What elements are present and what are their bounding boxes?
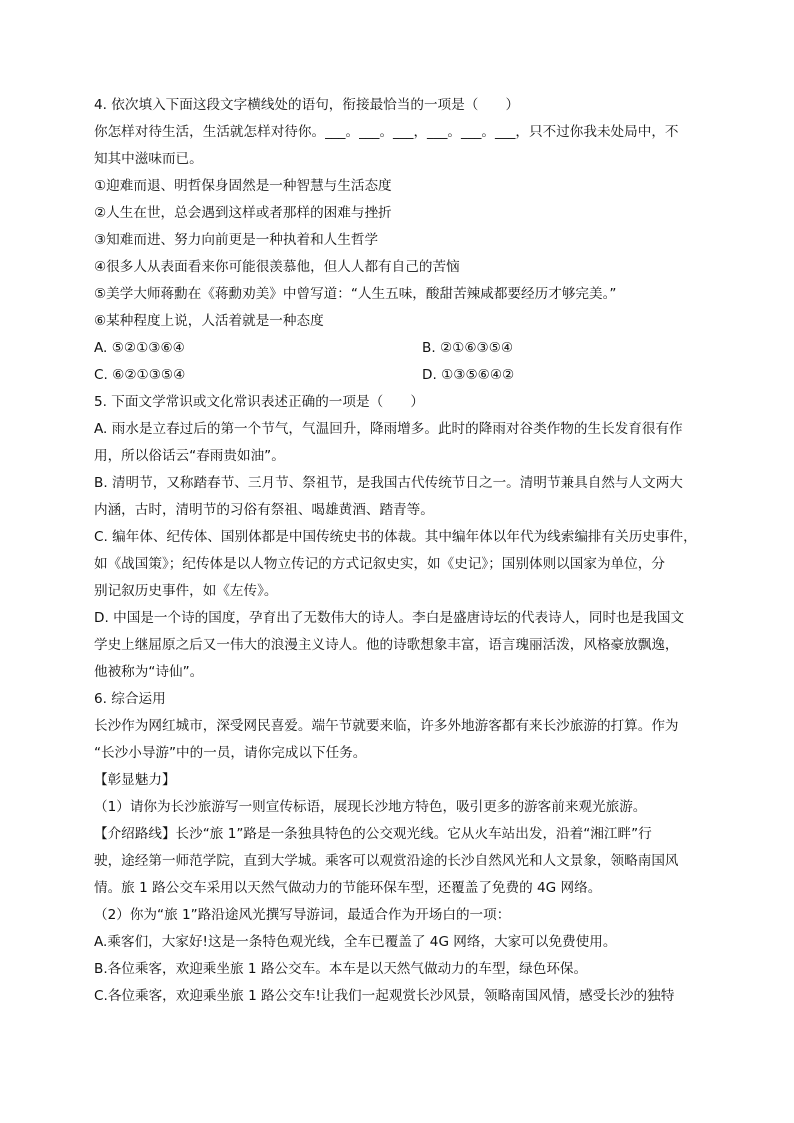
q6-task-2: （2）你为“旅 1”路沿途风光撰写导游词，最适合作为开场白的一项： [94,907,511,923]
q6-route-line-1: 【介绍路线】长沙“旅 1”路是一条独具特色的公交观光线。它从火车站出发，沿着“湘江畔”行 [94,826,652,842]
q4-item-2: ②人生在世，总会遇到这样或者那样的困难与挫折 [94,205,392,221]
q6-intro-line-2: “长沙小导游”中的一员，请你完成以下任务。 [94,745,367,761]
q5-option-d-line-2: 学史上继屈原之后又一伟大的浪漫主义诗人。他的诗歌想象丰富，语言瑰丽活泼，风格豪放飘逸， [94,637,679,653]
q6-route-line-3: 情。旅 1 路公交车采用以天然气做动力的节能环保车型，还覆盖了免费的 4G 网络。 [94,880,602,896]
q5-option-c-line-2: 如《战国策》；纪传体是以人物立传记的方式记叙史实，如《史记》；国别体则以国家为单位，分 [94,556,665,572]
q4-item-6: ⑥某种程度上说，人活着就是一种态度 [94,313,324,329]
q4-item-5: ⑤美学大师蒋勳在《蒋勳劝美》中曾写道：“人生五味，酸甜苦辣咸都要经历才够完美。” [94,286,617,302]
q6-route-line-2: 驶，途经第一师范学院，直到大学城。乘客可以观赏沿途的长沙自然风光和人文景象，领略南国风 [94,853,679,869]
q5-option-c-line-3: 别记叙历史事件，如《左传》。 [94,583,278,599]
q5-option-b-line-1: B. 清明节，又称踏春节、三月节、祭祖节，是我国古代传统节日之一。清明节兼具自然与人文两大 [94,475,683,491]
q5-option-c-line-1: C. 编年体、纪传体、国别体都是中国传统史书的体裁。其中编年体以年代为线索编排有关历史事件， [94,529,697,545]
q4-passage-line-1: 你怎样对待生活，生活就怎样对待你。___。___。___，___。___。___，只不过你我未处局中，不 [94,124,679,140]
q4-item-4: ④很多人从表面看来你可能很羡慕他，但人人都有自己的苦恼 [94,259,460,275]
q6-option-c: C.各位乘客，欢迎乘坐旅 1 路公交车!让我们一起观赏长沙风景，领略南国风情，感受长沙的独特 [94,988,675,1004]
q5-stem: 5. 下面文学常识或文化常识表述正确的一项是（ ） [94,394,424,410]
q4-item-1: ①迎难而退、明哲保身固然是一种智慧与生活态度 [94,178,392,194]
document-page [94,92,700,1010]
q5-option-a-line-2: 用，所以俗话云“春雨贵如油”。 [94,448,285,464]
q4-option-d: D. ①③⑤⑥④② [422,367,515,383]
q4-option-b: B. ②①⑥③⑤④ [422,340,514,356]
q4-item-3: ③知难而进、努力向前更是一种执着和人生哲学 [94,232,379,248]
q6-task-1: （1）请你为长沙旅游写一则宣传标语，展现长沙地方特色，吸引更多的游客前来观光旅游。 [94,799,647,815]
q4-option-a: A. ⑤②①③⑥④ [94,340,185,356]
q5-option-d-line-1: D. 中国是一个诗的国度，孕育出了无数伟大的诗人。李白是盛唐诗坛的代表诗人，同时也是我国文 [94,610,685,626]
q6-section-heading: 【彰显魅力】 [94,772,176,788]
q5-option-a-line-1: A. 雨水是立春过后的第一个节气，气温回升，降雨增多。此时的降雨对谷类作物的生长发育很有作 [94,421,683,437]
q6-intro-line-1: 长沙作为网红城市，深受网民喜爱。端午节就要来临，许多外地游客都有来长沙旅游的打算。作为 [94,718,679,734]
q6-stem: 6. 综合运用 [94,691,166,707]
q4-options-row-1 [94,335,700,362]
q6-option-a: A.乘客们，大家好!这是一条特色观光线，全车已覆盖了 4G 网络，大家可以免费使用。 [94,934,617,950]
q6-option-b: B.各位乘客，欢迎乘坐旅 1 路公交车。本车是以天然气做动力的车型，绿色环保。 [94,961,588,977]
q5-option-b-line-2: 内涵，古时，清明节的习俗有祭祖、喝雄黄酒、踏青等。 [94,502,434,518]
q4-options-row-2 [94,362,700,389]
q5-option-d-line-3: 他被称为“诗仙”。 [94,664,204,680]
q4-stem: 4. 依次填入下面这段文字横线处的语句，衔接最恰当的一项是（ ） [94,97,520,113]
q4-option-c: C. ⑥②①③⑤④ [94,367,186,383]
q4-passage-line-2: 知其中滋味而已。 [94,151,203,167]
